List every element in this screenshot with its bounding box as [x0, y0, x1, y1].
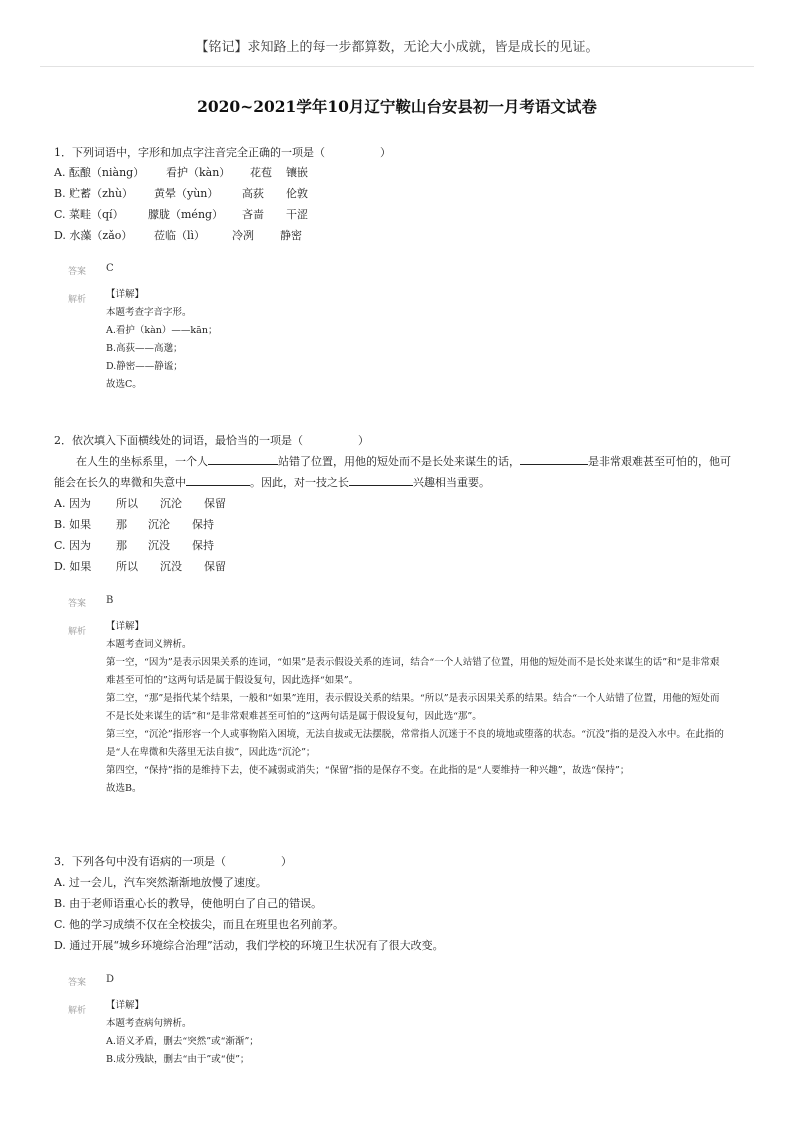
question-2-option-a: A. 因为 所以 沉沦 保留 — [54, 497, 226, 510]
question-2-passage-line-2: 能会在长久的卑微和失意中 。因此，对一技之长 兴趣相当重要。 — [54, 476, 490, 489]
answer-label: 答案 — [68, 267, 87, 277]
question-3-option-b: B. 由于老师语重心长的教导，使他明白了自己的错误。 — [54, 897, 323, 910]
fill-blank — [520, 453, 588, 465]
question-3-option-a: A. 过一会儿，汽车突然渐渐地放慢了速度。 — [54, 876, 267, 889]
question-2-analysis: 【详解】 本题考查词义辨析。 第一空，“因为”是表示因果关系的连词，“如果”是表示假设关系的连词，结合“一个人站错了位置，用他的短处而不是长处来谋生的话”和“是非常艰难甚至可怕的”这两句话是属于假设复句，因此选择“如果”。 第二空，“那”是指代某个结果，一般和“如果”连用，表示假设关系的结果。“所以”是表示因果关系的结果。结合“一个人站错了位置，用他的短处而不是长处来谋生的话”和“是非常艰难甚至可怕的”这两句话是属于假设复句，因此选“那”。 第三空，“沉沦”指形容一个人或事物陷入困境，无法自拔或无法摆脱，常常指人沉迷于不良的境地或堕落的状态。“沉没”指的是没入水中。在此指的是“人在卑微和失落里无法自拔”，因此选“沉沦”； 第四空，“保持”指的是维持下去，使不减弱或消失；“保留”指的是保存不变。在此指的是“人要维持一种兴趣”，故选“保持”； 故选B。 — [106, 621, 724, 794]
question-2-option-d: D. 如果 所以 沉没 保留 — [54, 560, 226, 573]
analysis-label: 解析 — [68, 1006, 87, 1016]
fill-blank — [208, 453, 278, 465]
question-1-option-b: B. 贮蓄（zhù） 黄晕（yùn） 高荻 伦敦 — [54, 187, 308, 200]
header-divider — [40, 66, 754, 67]
answer-label: 答案 — [68, 978, 87, 988]
question-1-option-c: C. 菜畦（qí） 朦胧（méng） 吝啬 干涩 — [54, 208, 308, 221]
answer-label: 答案 — [68, 599, 87, 609]
question-2-option-c: C. 因为 那 沉没 保持 — [54, 539, 214, 552]
analysis-label: 解析 — [68, 295, 87, 305]
question-3-stem: 3．下列各句中没有语病的一项是（ ） — [54, 855, 292, 868]
question-1-stem: 1．下列词语中，字形和加点字注音完全正确的一项是（ ） — [54, 146, 391, 159]
question-1-answer: C — [106, 263, 114, 274]
question-1-option-d: D. 水藻（zǎo） 莅临（lì） 冷冽 静密 — [54, 229, 302, 242]
question-3-option-d: D. 通过开展“城乡环境综合治理”活动，我们学校的环境卫生状况有了很大改变。 — [54, 939, 444, 952]
question-3-answer: D — [106, 974, 115, 985]
question-2-passage-line-1: 在人生的坐标系里，一个人 站错了位置，用他的短处而不是长处来谋生的话， 是非常艰难甚至可怕的，他可 — [76, 455, 731, 468]
fill-blank — [186, 474, 250, 486]
question-2-option-b: B. 如果 那 沉沦 保持 — [54, 518, 214, 531]
question-3-option-c: C. 他的学习成绩不仅在全校拔尖，而且在班里也名列前茅。 — [54, 918, 345, 931]
question-1-option-a: A. 酝酿（niàng） 看护（kàn） 花苞 镶嵌 — [54, 166, 308, 179]
question-2-answer: B — [106, 595, 114, 606]
motto-header: 【铭记】求知路上的每一步都算数，无论大小成就，皆是成长的见证。 — [195, 40, 599, 55]
fill-blank — [349, 474, 413, 486]
question-1-analysis: 【详解】 本题考查字音字形。 A.看护（kàn）——kān； B.高荻——高邈； D.静密——静谧； 故选C。 — [106, 289, 218, 390]
page-title: 2020~2021学年10月辽宁鞍山台安县初一月考语文试卷 — [197, 97, 597, 116]
question-2-stem: 2．依次填入下面横线处的词语，最恰当的一项是（ ） — [54, 434, 369, 447]
question-3-analysis: 【详解】 本题考查病句辨析。 A.语义矛盾，删去“突然”或“渐渐”； B.成分残缺，删去“由于”或“使”； — [106, 1000, 259, 1065]
analysis-label: 解析 — [68, 627, 87, 637]
